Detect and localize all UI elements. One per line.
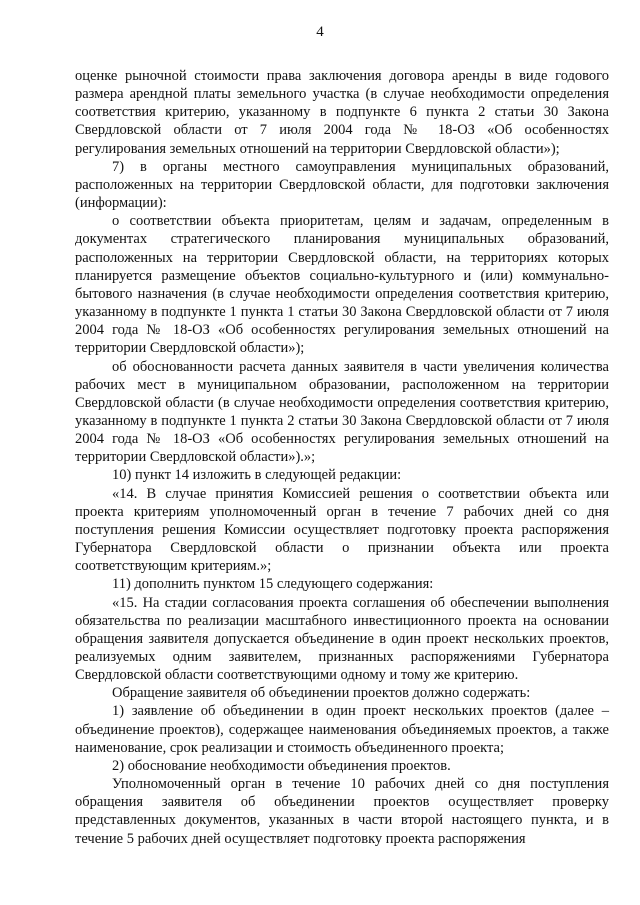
- paragraph: о соответствии объекта приоритетам, целям и задачам, определенным в документах стратегического планирования муниципальных образований, расположенных на территории Свердловской области, на территориях которых планируется размещение объектов социально-культурного и (или) коммунально-бытового назначения (в случае необходимости определения соответствия критерию, указанному в подпункте 1 пункта 1 статьи 30 Закона Свердловской области от 7 июля 2004 года № 18-ОЗ «Об особенностях регулирования земельных отношений на территории Свердловской области»);: [75, 213, 609, 357]
- paragraph: 10) пункт 14 изложить в следующей редакции:: [112, 467, 402, 484]
- paragraph: 1) заявление об объединении в один проект нескольких проектов (далее – объединение проектов), содержащее наименования объединяемых проектов, а также наименование, срок реализации и стоимость объединенного проекта;: [75, 703, 609, 756]
- paragraph: «15. На стадии согласования проекта соглашения об обеспечении выполнения обязательства по реализации масштабного инвестиционного проекта на основании обращения заявителя допускается объединение в один проект нескольких проектов, реализуемых одним заявителем, признанных распоряжениями Губернатора Свердловской области соответствующими одному и тому же критерию.: [75, 594, 609, 684]
- page-number: 4: [316, 24, 324, 40]
- paragraph: Обращение заявителя об объединении проектов должно содержать:: [112, 685, 531, 702]
- paragraph: оценке рыночной стоимости права заключения договора аренды в виде годового размера арендной платы земельного участка (в случае необходимости определения соответствия критерию, указанному в подпункте 6 пункта 2 статьи 30 Закона Свердловской области от 7 июля 2004 года № 18-ОЗ «Об особенностях регулирования земельных отношений на территории Свердловской области»);: [75, 68, 609, 157]
- paragraph: «14. В случае принятия Комиссией решения о соответствии объекта или проекта критериям уполномоченный орган в течение 7 рабочих дней со дня поступления решения Комиссии осуществляет подготовку проекта распоряжения Губернатора Свердловской области о признании объекта или проекта соответствующим критериям.»;: [75, 485, 609, 575]
- paragraph: об обоснованности расчета данных заявителя в части увеличения количества рабочих мест в муниципальном образовании, расположенном на территории Свердловской области (в случае необходимости определения соответствия критерию, указанному в подпункте 1 пункта 2 статьи 30 Закона Свердловской области от 7 июля 2004 года № 18-ОЗ «Об особенностях регулирования земельных отношений на территории Свердловской области»).»;: [75, 358, 609, 466]
- paragraph: 11) дополнить пунктом 15 следующего содержания:: [112, 576, 434, 593]
- paragraph: Уполномоченный орган в течение 10 рабочих дней со дня поступления обращения заявителя об объединении проектов осуществляет проверку представленных документов, указанных в части второй настоящего пункта, и в течение 5 рабочих дней осуществляет подготовку проекта распоряжения: [75, 776, 609, 847]
- paragraph: 2) обоснование необходимости объединения проектов.: [112, 757, 451, 774]
- paragraph: 7) в органы местного самоуправления муниципальных образований, расположенных на территории Свердловской области, для подготовки заключения (информации):: [75, 158, 609, 212]
- document-body: [75, 67, 609, 848]
